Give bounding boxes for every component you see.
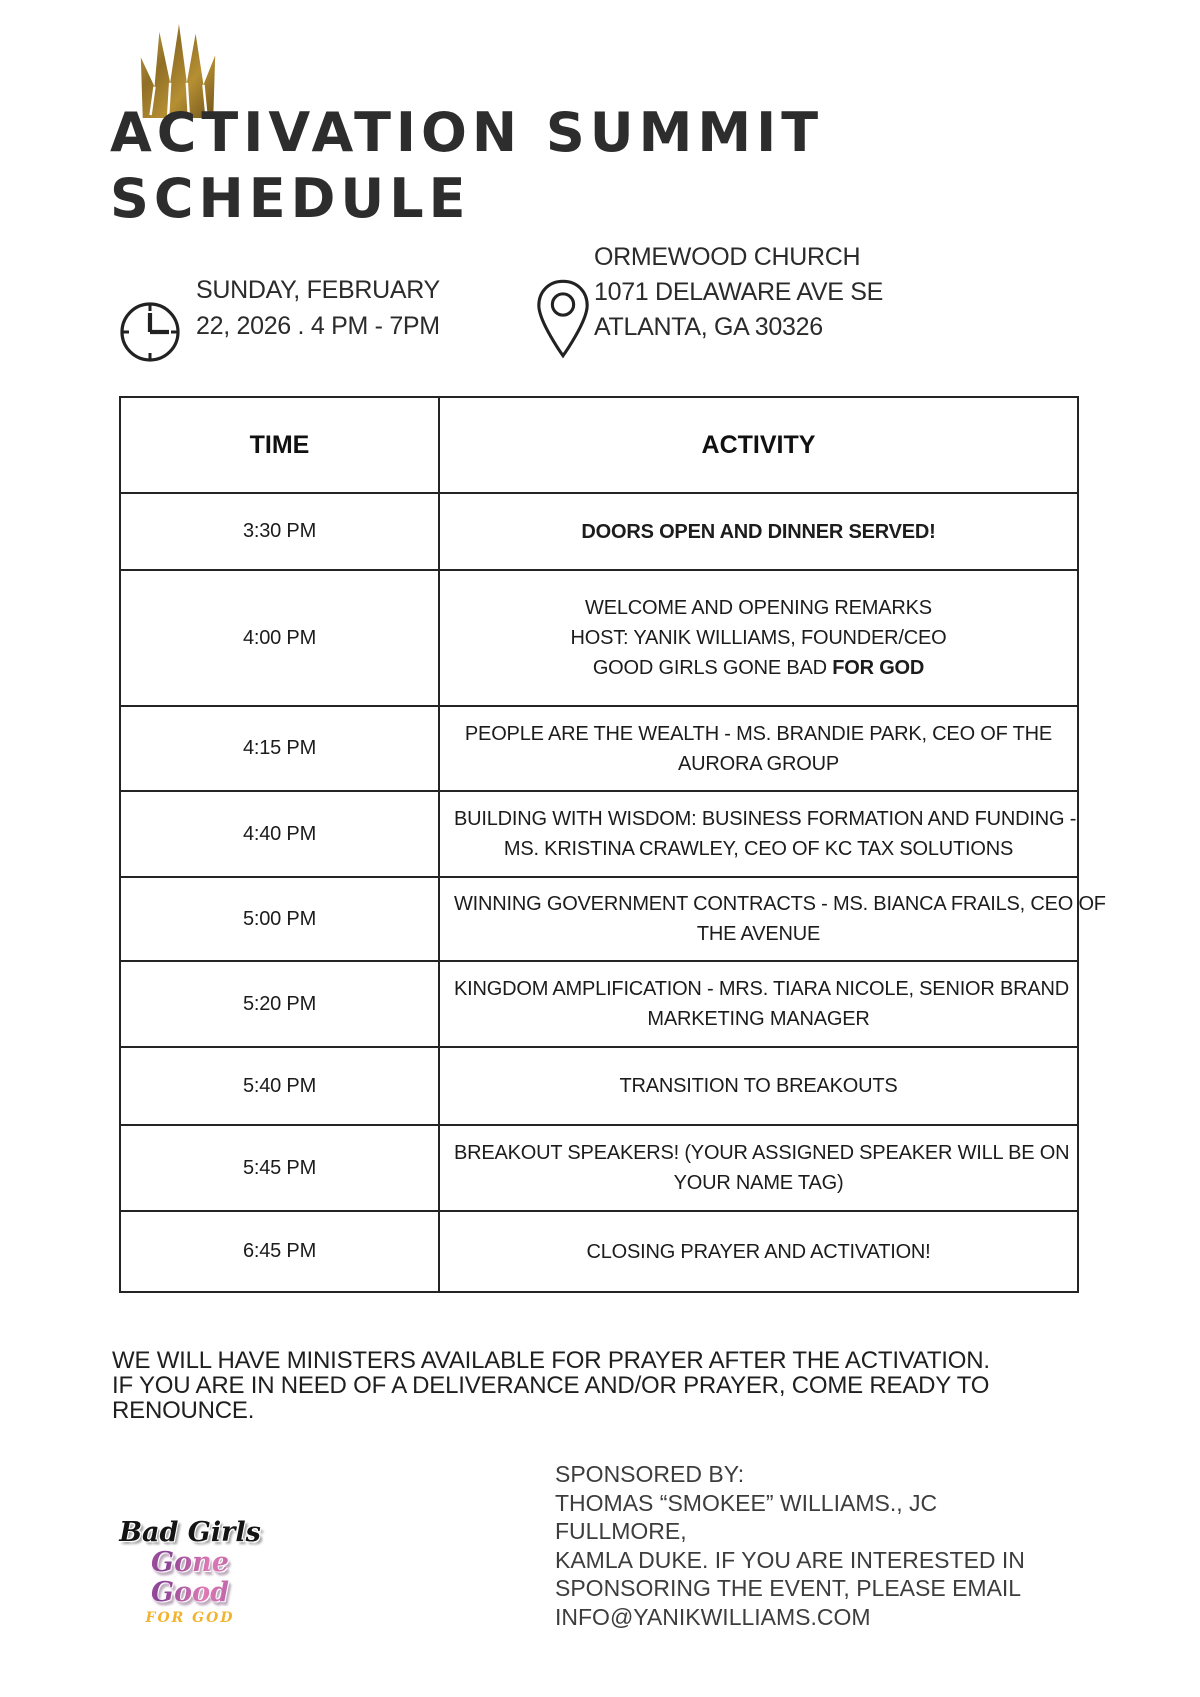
sponsor-line: THOMAS “SMOKEE” WILLIAMS., JC FULLMORE,	[555, 1489, 938, 1544]
brand-logo-line3: FOR GOD	[145, 1610, 235, 1626]
activity-text: WELCOME AND OPENING REMARKS	[585, 597, 932, 619]
location-pin-icon	[534, 276, 592, 362]
activity-line	[454, 1168, 1063, 1198]
activity-line	[454, 919, 1063, 949]
schedule-header-row	[120, 397, 1078, 493]
activity-line	[454, 1138, 1070, 1168]
activity-text: CLOSING PRAYER AND ACTIVATION!	[586, 1240, 931, 1263]
page-title	[110, 100, 1110, 232]
time-cell: 5:45 PM	[120, 1125, 439, 1211]
activity-cell	[439, 1047, 1078, 1125]
brand-logo	[110, 1518, 270, 1628]
activity-text: AURORA GROUP	[678, 752, 839, 775]
activity-line	[454, 889, 1106, 919]
clock-icon	[118, 300, 182, 364]
time-cell: 4:40 PM	[120, 791, 439, 877]
activity-text: PEOPLE ARE THE WEALTH - MS. BRANDIE PARK, CEO OF THE	[464, 722, 1053, 745]
activity-text: GOOD GIRLS GONE BAD	[592, 657, 833, 679]
event-date-line2: 22, 2026 . 4 PM - 7PM	[196, 312, 440, 340]
activity-line	[454, 623, 1063, 653]
time-cell: 3:30 PM	[120, 493, 439, 570]
time-cell: 4:15 PM	[120, 706, 439, 791]
time-cell: 5:20 PM	[120, 961, 439, 1047]
title-line-2: SCHEDULE	[110, 167, 471, 230]
activity-cell	[439, 1211, 1078, 1292]
schedule-row	[120, 1211, 1078, 1292]
schedule-row	[120, 706, 1078, 791]
sponsor-line: INFO@YANIKWILLIAMS.COM	[555, 1603, 871, 1630]
activity-line	[454, 804, 1077, 834]
activity-cell	[439, 1125, 1078, 1211]
activity-line	[454, 834, 1063, 864]
activity-line	[454, 1237, 1063, 1267]
schedule-row	[120, 961, 1078, 1047]
prayer-note-line: IF YOU ARE IN NEED OF A DELIVERANCE AND/OR PRAYER, COME READY TO	[112, 1372, 990, 1399]
time-column-header: TIME	[120, 397, 439, 493]
brand-logo-line1: Bad Girls	[119, 1517, 261, 1548]
activity-text: BREAKOUT SPEAKERS! (YOUR ASSIGNED SPEAKER WILL BE ON	[454, 1142, 1070, 1164]
schedule-row	[120, 877, 1078, 961]
activity-text: HOST: YANIK WILLIAMS, FOUNDER/CEO	[570, 627, 947, 649]
time-cell: 4:00 PM	[120, 570, 439, 706]
schedule-row	[120, 570, 1078, 706]
activity-line	[454, 974, 1070, 1004]
activity-cell	[439, 570, 1078, 706]
prayer-note-line: WE WILL HAVE MINISTERS AVAILABLE FOR PRAYER AFTER THE ACTIVATION.	[112, 1347, 990, 1374]
activity-text: MS. KRISTINA CRAWLEY, CEO OF KC TAX SOLUTIONS	[503, 838, 1014, 860]
activity-text: THE AVENUE	[696, 923, 821, 945]
sponsor-line: SPONSORING THE EVENT, PLEASE EMAIL	[555, 1575, 1022, 1601]
activity-text: WINNING GOVERNMENT CONTRACTS - MS. BIANCA FRAILS, CEO OF	[454, 893, 1106, 915]
venue-name: ORMEWOOD CHURCH	[594, 243, 861, 271]
title-line-1: ACTIVATION SUMMIT	[110, 101, 824, 164]
event-venue	[594, 240, 883, 345]
activity-line	[454, 1004, 1063, 1034]
activity-text: FOR GOD	[832, 657, 925, 679]
prayer-note-line: RENOUNCE.	[112, 1397, 255, 1424]
venue-address-line1: 1071 DELAWARE AVE SE	[594, 278, 884, 306]
schedule-row	[120, 1125, 1078, 1211]
activity-line	[454, 593, 1063, 623]
activity-text: YOUR NAME TAG)	[673, 1172, 844, 1194]
activity-cell	[439, 877, 1106, 961]
activity-text: KINGDOM AMPLIFICATION - MRS. TIARA NICOLE, SENIOR BRAND	[454, 978, 1070, 1000]
schedule-row	[120, 791, 1078, 877]
activity-line	[454, 719, 1063, 749]
activity-text: DOORS OPEN AND DINNER SERVED!	[581, 520, 936, 543]
activity-cell	[439, 961, 1078, 1047]
schedule-table	[119, 396, 1106, 1293]
time-cell: 5:40 PM	[120, 1047, 439, 1125]
brand-logo-line2: Gone Good	[110, 1548, 270, 1608]
activity-text: BUILDING WITH WISDOM: BUSINESS FORMATION AND FUNDING -	[454, 808, 1077, 830]
venue-address-line2: ATLANTA, GA 30326	[594, 313, 823, 341]
activity-line	[454, 1071, 1063, 1101]
sponsor-block	[555, 1460, 1035, 1631]
schedule-rows	[120, 493, 1106, 1292]
sponsor-line: KAMLA DUKE. IF YOU ARE INTERESTED IN	[555, 1546, 1025, 1573]
prayer-note	[112, 1348, 1092, 1423]
activity-text: MARKETING MANAGER	[647, 1008, 870, 1030]
activity-text: TRANSITION TO BREAKOUTS	[619, 1075, 898, 1097]
schedule-row	[120, 1047, 1078, 1125]
schedule-row	[120, 493, 1078, 570]
time-cell: 5:00 PM	[120, 877, 439, 961]
time-cell: 6:45 PM	[120, 1211, 439, 1292]
activity-cell	[439, 493, 1078, 570]
activity-cell	[439, 706, 1078, 791]
sponsor-line: SPONSORED BY:	[555, 1461, 745, 1487]
activity-cell	[439, 791, 1078, 877]
activity-column-header: ACTIVITY	[439, 397, 1078, 493]
activity-line	[454, 517, 1063, 547]
event-datetime	[196, 272, 440, 344]
activity-line	[454, 749, 1063, 779]
activity-line	[454, 653, 1063, 683]
event-date-line1: SUNDAY, FEBRUARY	[196, 276, 440, 304]
